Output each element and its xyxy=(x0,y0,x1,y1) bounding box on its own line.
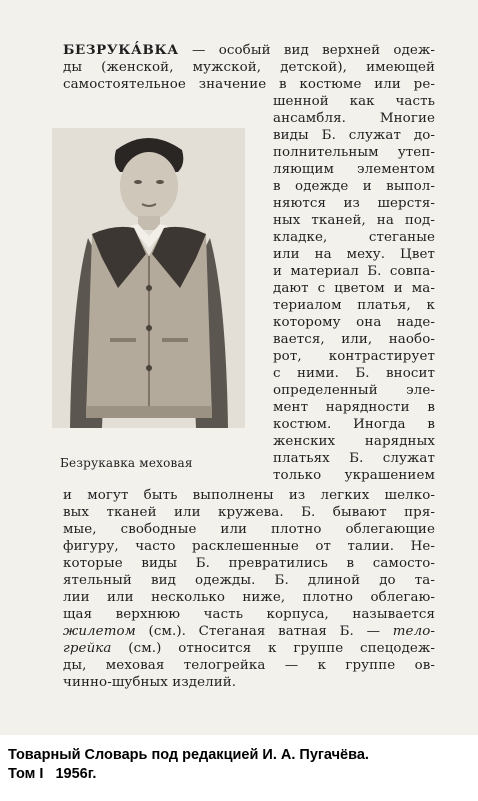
text-line: ды (женской, мужской, детской), имеющей xyxy=(63,60,435,75)
vest-photo xyxy=(52,128,245,428)
text-line: с ними. Б. вносит xyxy=(273,366,435,381)
text-line: шенной как часть xyxy=(273,94,435,109)
text-line: ансамбля. Многие xyxy=(273,111,435,126)
text-line: вых тканей или кружева. Б. бывают пря- xyxy=(63,505,435,520)
text-line: ятельный вид одежды. Б. длиной до та- xyxy=(63,573,435,588)
headword-dash: — xyxy=(178,43,219,58)
man-in-fur-vest-illustration xyxy=(52,128,245,428)
text-line: платьях Б. служат xyxy=(273,451,435,466)
source-line-2: Том I 1956г. xyxy=(8,766,97,782)
photo-caption: Безрукавка меховая xyxy=(60,456,193,470)
text-line: няются из шерстя- xyxy=(273,196,435,211)
text-line: определенный эле- xyxy=(273,383,435,398)
text-line: или на меху. Цвет xyxy=(273,247,435,262)
text-line: которые виды Б. превратились в самосто- xyxy=(63,556,435,571)
text-line: которому она наде- xyxy=(273,315,435,330)
text-line-with-terms xyxy=(63,640,435,657)
text-line: мент нарядности в xyxy=(273,400,435,415)
text-line: териалом платья, к xyxy=(273,298,435,313)
text-line: особый вид верхней одеж- xyxy=(218,43,435,58)
text-line: в одежде и выпол- xyxy=(273,179,435,194)
text-line: только украшением xyxy=(273,468,435,483)
term-telogreika-start: тело- xyxy=(392,624,435,639)
text-line: рот, контрастирует xyxy=(273,349,435,364)
text-line: ляющим элементом xyxy=(273,162,435,177)
text-line: ды, меховая телогрейка — к группе ов- xyxy=(63,658,435,673)
text-line-with-terms xyxy=(63,623,435,640)
text-line: мые, свободные или плотно облегающие xyxy=(63,522,435,537)
text-line: фигуру, часто расклешенные от талии. Не- xyxy=(63,539,435,554)
term-jilet: жилетом xyxy=(63,624,136,639)
text-line: самостоятельное значение в костюме или ре- xyxy=(63,77,435,92)
source-line-1: Товарный Словарь под редакцией И. А. Пугачёва. xyxy=(8,747,369,763)
text-line: ных тканей, на под- xyxy=(273,213,435,228)
text-line: виды Б. служат до- xyxy=(273,128,435,143)
text-line-final: чинно-шубных изделий. xyxy=(63,675,237,690)
text-line: дают с цветом и ма- xyxy=(273,281,435,296)
text-line: вается, или, наобо- xyxy=(273,332,435,347)
text-line: женских нарядных xyxy=(273,434,435,449)
text-span: (см.) относится к группе спецодеж- xyxy=(111,641,435,656)
term-telogreika-end: грейка xyxy=(63,641,112,656)
text-line: и материал Б. совпа- xyxy=(273,264,435,279)
text-line: и могут быть выполнены из легких шелко- xyxy=(63,488,435,503)
article-first-line xyxy=(63,42,435,59)
text-line: кладке, стеганые xyxy=(273,230,435,245)
source-citation xyxy=(8,746,470,784)
text-line: щая верхнюю часть корпуса, называется xyxy=(63,607,435,622)
text-line: лии или несколько ниже, плотно облегаю- xyxy=(63,590,435,605)
headword: БЕЗРУКА́ВКА xyxy=(63,42,179,58)
text-span: (см.). Стеганая ватная Б. — xyxy=(135,624,393,639)
text-line: костюм. Иногда в xyxy=(273,417,435,432)
text-line: полнительным утеп- xyxy=(273,145,435,160)
